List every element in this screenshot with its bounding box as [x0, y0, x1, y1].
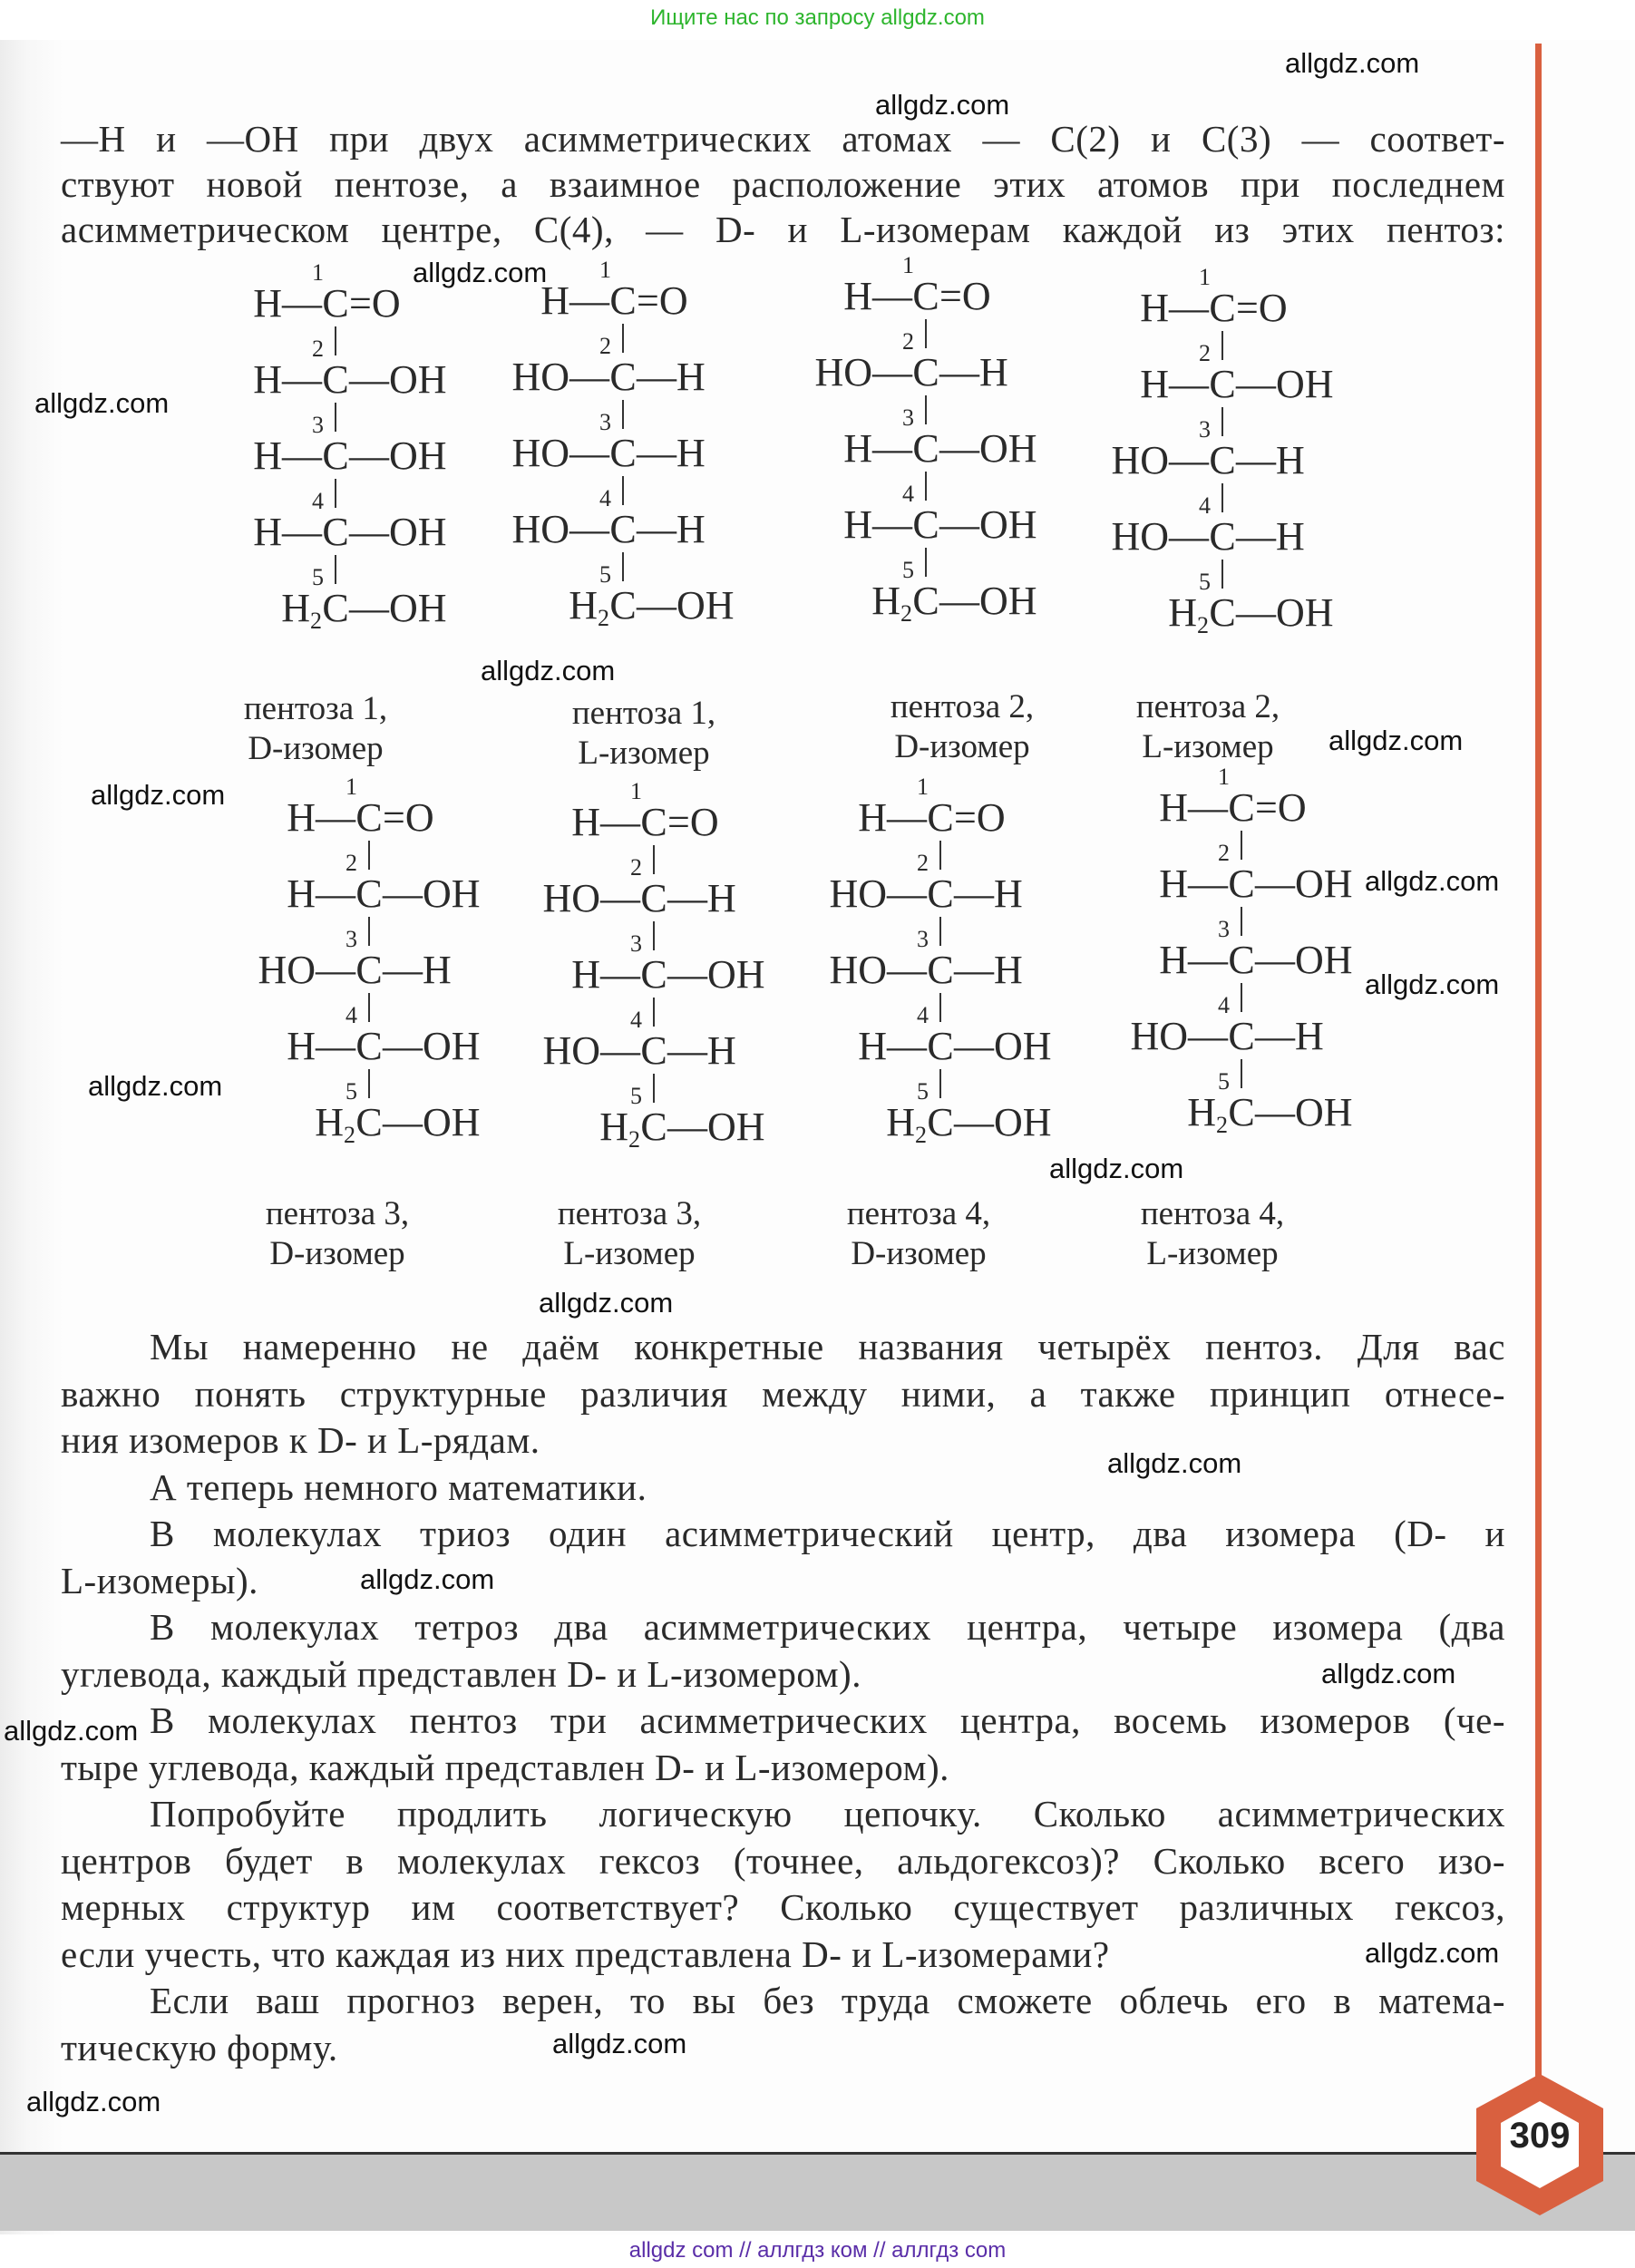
body-line: если учесть, что каждая из них представлена D- и L-изомерами? [61, 1932, 1110, 1975]
left-substituent: HO— [511, 355, 609, 399]
caption-isomer: L-изомер [563, 1235, 696, 1272]
watermark: allgdz.com [360, 1563, 495, 1595]
carbon-number: 4 [1218, 992, 1230, 1018]
caption-name: пентоза 1, [243, 690, 388, 727]
left-substituent [886, 1100, 927, 1158]
vertical-bond [335, 479, 336, 508]
left-substituent: HO— [542, 876, 640, 920]
carbon-atom: C [927, 1100, 954, 1144]
carbon-atom: C [640, 876, 667, 920]
caption-isomer: D-изомер [894, 728, 1030, 765]
watermark: allgdz.com [1285, 47, 1420, 79]
carbon-atom: C [322, 357, 349, 402]
body-line: важно понять структурные различия между ними, а также принцип отнесе- [61, 1372, 1505, 1415]
left-substituent: H— [253, 433, 322, 478]
left-substituent: H— [253, 510, 322, 554]
hydrogen-label: H [886, 1100, 915, 1144]
right-substituent: —OH [954, 1024, 1052, 1068]
vertical-bond [653, 845, 655, 874]
carbon-number: 2 [1218, 840, 1230, 866]
carbon-atom: C [609, 583, 637, 628]
carbon-number: 4 [630, 1007, 642, 1033]
watermark: allgdz.com [34, 387, 170, 419]
left-substituent: H— [287, 1024, 355, 1068]
watermark: allgdz.com [1365, 865, 1500, 897]
right-substituent: —OH [667, 952, 765, 997]
vertical-bond [1221, 407, 1223, 436]
carbon-atom: C [609, 507, 637, 551]
left-substituent: HO— [1111, 438, 1209, 482]
caption-name: пентоза 3, [265, 1195, 410, 1232]
carbon-number: 2 [599, 333, 611, 359]
right-substituent: —H [1255, 1014, 1324, 1058]
vertical-bond [653, 998, 655, 1027]
carbon-number: 2 [917, 850, 929, 876]
vertical-bond [939, 917, 941, 946]
structure-caption [826, 687, 1098, 767]
body-line: Если ваш прогноз верен, то вы без труда сможете облечь его в матема- [150, 1980, 1505, 2021]
footer-band [0, 2152, 1635, 2231]
vertical-bond [1241, 831, 1242, 860]
right-substituent: —OH [1236, 362, 1334, 406]
carbon-number: 3 [345, 926, 357, 952]
carbon-number: 4 [345, 1002, 357, 1028]
carbon-atom: C [640, 952, 667, 997]
vertical-bond [335, 326, 336, 355]
right-substituent: —H [637, 507, 706, 551]
body-line: А теперь немного математики. [150, 1465, 647, 1508]
carbon-number: 3 [1199, 416, 1211, 443]
vertical-bond [1241, 1059, 1242, 1088]
right-substituent: —H [667, 1028, 736, 1073]
hydrogen-label: H [871, 579, 900, 623]
carbon-number: 2 [630, 854, 642, 881]
left-substituent [315, 1100, 355, 1158]
body-line: тыре углевода, каждый представлен D- и L-изомером). [61, 1746, 949, 1788]
carbon-atom: C [1228, 1090, 1255, 1134]
vertical-bond [368, 993, 370, 1022]
page-margin-line [1535, 44, 1542, 2111]
right-substituent: —OH [349, 357, 447, 402]
carbon-atom: C [322, 281, 349, 326]
left-substituent [569, 583, 609, 641]
subscript-2: 2 [344, 1122, 355, 1148]
vertical-bond [939, 841, 941, 870]
carbon-number: 1 [312, 259, 324, 286]
left-substituent: H— [287, 871, 355, 916]
body-line: мерных структур им соответствует? Сколько существует различных гексоз, [61, 1886, 1505, 1928]
right-substituent: =O [1236, 286, 1288, 330]
body-line: В молекулах тетроз два асимметрических центра, четыре изомера (два [150, 1606, 1505, 1648]
carbon-number: 5 [630, 1083, 642, 1109]
carbon-number: 1 [599, 257, 611, 283]
subscript-2: 2 [598, 605, 609, 631]
caption-isomer: L-изомер [578, 735, 710, 772]
body-line: В молекулах триоз один асимметрический центр, два изомера (D- и [150, 1513, 1505, 1554]
body-line: углевода, каждый представлен D- и L-изомером). [61, 1652, 861, 1695]
carbon-number: 4 [312, 488, 324, 514]
carbon-atom: C [322, 510, 349, 554]
carbon-atom: C [1228, 785, 1255, 830]
intro-line: —H и —OH при двух асимметрических атомах — C(2) и C(3) — соответ- [61, 118, 1505, 160]
right-substituent: —H [1236, 514, 1305, 559]
hydrogen-label: H [569, 583, 598, 628]
carbon-atom: C [927, 795, 954, 840]
caption-name: пентоза 4, [846, 1195, 991, 1232]
vertical-bond [368, 917, 370, 946]
left-substituent [599, 1105, 640, 1163]
carbon-number: 5 [902, 557, 914, 583]
left-substituent: H— [571, 800, 640, 844]
left-substituent: H— [287, 795, 355, 840]
carbon-atom: C [912, 579, 939, 623]
carbon-atom: C [912, 274, 939, 318]
vertical-bond [653, 921, 655, 950]
right-substituent: —H [1236, 438, 1305, 482]
carbon-number: 4 [1199, 492, 1211, 519]
structure-caption [201, 1194, 473, 1274]
watermark: allgdz.com [4, 1715, 139, 1747]
carbon-number: 2 [345, 850, 357, 876]
body-line: центров будет в молекулах гексоз (точнее, альдогексоз)? Сколько всего изо- [61, 1839, 1505, 1882]
hydrogen-label: H [1187, 1090, 1216, 1134]
watermark: allgdz.com [1365, 969, 1500, 1000]
right-substituent: —OH [667, 1105, 765, 1149]
left-substituent: H— [858, 795, 927, 840]
watermark: allgdz.com [1328, 725, 1464, 756]
vertical-bond [925, 548, 927, 577]
right-substituent: —OH [939, 579, 1037, 623]
vertical-bond [925, 395, 927, 424]
left-substituent: HO— [829, 871, 927, 916]
left-substituent [1168, 590, 1209, 648]
subscript-2: 2 [310, 608, 322, 634]
carbon-atom: C [640, 800, 667, 844]
vertical-bond [622, 476, 624, 505]
right-substituent: —OH [954, 1100, 1052, 1144]
left-substituent: H— [1159, 938, 1228, 982]
vertical-bond [1241, 983, 1242, 1012]
subscript-2: 2 [1216, 1112, 1228, 1138]
structure-caption [1076, 1194, 1348, 1274]
carbon-atom: C [927, 948, 954, 992]
carbon-number: 3 [599, 409, 611, 435]
carbon-number: 1 [1218, 764, 1230, 790]
right-substituent: —H [954, 948, 1023, 992]
vertical-bond [925, 319, 927, 348]
vertical-bond [368, 841, 370, 870]
right-substituent: =O [954, 795, 1006, 840]
right-substituent: =O [383, 795, 434, 840]
right-substituent: =O [667, 800, 719, 844]
left-substituent: H— [571, 952, 640, 997]
watermark: allgdz.com [552, 2028, 687, 2059]
caption-name: пентоза 4, [1140, 1195, 1285, 1232]
left-substituent [871, 579, 912, 637]
carbon-number: 1 [345, 774, 357, 800]
right-substituent: —H [667, 876, 736, 920]
left-substituent: HO— [511, 507, 609, 551]
caption-isomer: D-изомер [269, 1235, 405, 1272]
carbon-atom: C [1228, 861, 1255, 906]
left-substituent: H— [1159, 785, 1228, 830]
intro-line: асимметрическом центре, C(4), — D- и L-изомерам каждой из этих пентоз: [61, 209, 1505, 250]
left-substituent: HO— [1111, 514, 1209, 559]
right-substituent: =O [1255, 785, 1307, 830]
caption-name: пентоза 3, [557, 1195, 702, 1232]
left-substituent: H— [843, 274, 912, 318]
carbon-number: 4 [917, 1002, 929, 1028]
watermark: allgdz.com [1365, 1937, 1500, 1969]
right-substituent: —OH [1236, 590, 1334, 635]
left-substituent: HO— [542, 1028, 640, 1073]
left-substituent [1187, 1090, 1228, 1148]
structure-caption [1072, 687, 1344, 767]
hydrogen-label: H [281, 586, 310, 630]
body-line: тическую форму. [61, 2026, 338, 2068]
watermark: allgdz.com [1321, 1658, 1456, 1689]
watermark: allgdz.com [26, 2086, 161, 2117]
subscript-2: 2 [900, 600, 912, 627]
carbon-number: 3 [630, 930, 642, 957]
right-substituent: —H [383, 948, 452, 992]
carbon-atom: C [927, 1024, 954, 1068]
body-line: L-изомеры). [61, 1559, 258, 1601]
carbon-atom: C [1209, 514, 1236, 559]
left-substituent: HO— [829, 948, 927, 992]
carbon-atom: C [322, 586, 349, 630]
watermark: allgdz.com [875, 89, 1010, 121]
caption-name: пентоза 1, [571, 695, 716, 732]
carbon-atom: C [1209, 438, 1236, 482]
carbon-atom: C [912, 502, 939, 547]
structure-caption [180, 689, 452, 769]
right-substituent: —H [954, 871, 1023, 916]
watermark: allgdz.com [1107, 1447, 1242, 1479]
body-line: Попробуйте продлить логическую цепочку. Сколько асимметрических [150, 1793, 1505, 1835]
carbon-atom: C [609, 278, 637, 323]
carbon-atom: C [609, 431, 637, 475]
watermark: allgdz.com [539, 1287, 674, 1319]
right-substituent: —H [637, 355, 706, 399]
left-substituent: H— [540, 278, 609, 323]
left-substituent: HO— [814, 350, 912, 394]
carbon-atom: C [1228, 938, 1255, 982]
vertical-bond [1221, 331, 1223, 360]
left-substituent: H— [1159, 861, 1228, 906]
carbon-number: 1 [917, 774, 929, 800]
carbon-atom: C [1228, 1014, 1255, 1058]
watermark: allgdz.com [88, 1070, 223, 1102]
right-substituent: —OH [349, 586, 447, 630]
promo-banner-top[interactable]: Ищите нас по запросу allgdz.com [0, 0, 1635, 40]
vertical-bond [653, 1074, 655, 1103]
watermark: allgdz.com [413, 257, 548, 288]
carbon-number: 5 [345, 1078, 357, 1105]
vertical-bond [368, 1069, 370, 1098]
carbon-number: 2 [1199, 340, 1211, 366]
body-line: ния изомеров к D- и L-рядам. [61, 1419, 540, 1461]
carbon-number: 3 [917, 926, 929, 952]
carbon-number: 5 [1199, 569, 1211, 595]
watermark: allgdz.com [1049, 1153, 1184, 1184]
carbon-atom: C [609, 355, 637, 399]
left-substituent: HO— [511, 431, 609, 475]
caption-name: пентоза 2, [890, 688, 1035, 725]
carbon-number: 3 [1218, 916, 1230, 942]
right-substituent: =O [939, 274, 991, 318]
carbon-number: 5 [1218, 1068, 1230, 1095]
carbon-number: 3 [312, 412, 324, 438]
carbon-atom: C [640, 1105, 667, 1149]
left-substituent: HO— [258, 948, 355, 992]
vertical-bond [939, 1069, 941, 1098]
structure-caption [783, 1194, 1055, 1274]
carbon-atom: C [912, 426, 939, 471]
left-substituent: H— [843, 502, 912, 547]
caption-isomer: D-изомер [851, 1235, 987, 1272]
vertical-bond [622, 552, 624, 581]
right-substituent: =O [349, 281, 401, 326]
right-substituent: —OH [939, 502, 1037, 547]
vertical-bond [1221, 483, 1223, 512]
body-line: Мы намеренно не даём конкретные названия четырёх пентоз. Для вас [150, 1326, 1505, 1368]
watermark: allgdz.com [481, 655, 616, 686]
carbon-number: 1 [902, 252, 914, 278]
subscript-2: 2 [628, 1126, 640, 1153]
carbon-number: 4 [902, 481, 914, 507]
carbon-number: 5 [917, 1078, 929, 1105]
carbon-number: 5 [312, 564, 324, 590]
carbon-atom: C [1209, 362, 1236, 406]
carbon-number: 2 [902, 328, 914, 355]
carbon-number: 5 [599, 561, 611, 588]
carbon-atom: C [355, 1024, 383, 1068]
hydrogen-label: H [315, 1100, 344, 1144]
left-substituent: H— [843, 426, 912, 471]
vertical-bond [335, 403, 336, 432]
right-substituent: —OH [1255, 1090, 1353, 1134]
carbon-number: 1 [1199, 264, 1211, 290]
right-substituent: —OH [637, 583, 735, 628]
body-line: В молекулах пентоз три асимметрических центра, восемь изомеров (че- [150, 1699, 1505, 1741]
carbon-atom: C [355, 871, 383, 916]
carbon-atom: C [322, 433, 349, 478]
left-substituent: HO— [1130, 1014, 1228, 1058]
structure-caption [493, 1194, 765, 1274]
page-number: 309 [1509, 2116, 1571, 2156]
right-substituent: —OH [1255, 938, 1353, 982]
carbon-atom: C [640, 1028, 667, 1073]
right-substituent: —OH [349, 433, 447, 478]
carbon-atom: C [355, 1100, 383, 1144]
vertical-bond [1241, 907, 1242, 936]
left-substituent: H— [253, 357, 322, 402]
left-substituent: H— [1140, 286, 1209, 330]
subscript-2: 2 [915, 1122, 927, 1148]
carbon-number: 3 [902, 404, 914, 431]
watermark: allgdz.com [91, 779, 226, 811]
left-substituent: H— [1140, 362, 1209, 406]
carbon-number: 1 [630, 778, 642, 804]
promo-banner-bottom[interactable]: allgdz com // аллгдз ком // аллгдз com [0, 2234, 1635, 2268]
vertical-bond [622, 324, 624, 353]
right-substituent: —H [939, 350, 1008, 394]
carbon-number: 4 [599, 485, 611, 511]
caption-isomer: L-изомер [1146, 1235, 1279, 1272]
left-substituent: H— [253, 281, 322, 326]
carbon-atom: C [912, 350, 939, 394]
right-substituent: —OH [349, 510, 447, 554]
right-substituent: =O [637, 278, 688, 323]
hydrogen-label: H [599, 1105, 628, 1149]
vertical-bond [622, 400, 624, 429]
structure-caption [508, 694, 780, 774]
carbon-atom: C [927, 871, 954, 916]
vertical-bond [1221, 560, 1223, 589]
vertical-bond [939, 993, 941, 1022]
carbon-atom: C [355, 948, 383, 992]
carbon-number: 2 [312, 336, 324, 362]
carbon-atom: C [355, 795, 383, 840]
vertical-bond [335, 555, 336, 584]
subscript-2: 2 [1197, 612, 1209, 638]
hydrogen-label: H [1168, 590, 1197, 635]
right-substituent: —H [637, 431, 706, 475]
caption-name: пентоза 2, [1135, 688, 1280, 725]
caption-isomer: L-изомер [1142, 728, 1274, 765]
right-substituent: —OH [383, 871, 481, 916]
intro-line: ствуют новой пентозе, а взаимное расположение этих атомов при последнем [61, 163, 1505, 205]
caption-isomer: D-изомер [248, 730, 384, 767]
left-substituent: H— [858, 1024, 927, 1068]
right-substituent: —OH [383, 1100, 481, 1144]
right-substituent: —OH [1255, 861, 1353, 906]
vertical-bond [925, 472, 927, 501]
left-substituent [281, 586, 322, 644]
carbon-atom: C [1209, 286, 1236, 330]
right-substituent: —OH [383, 1024, 481, 1068]
carbon-atom: C [1209, 590, 1236, 635]
right-substituent: —OH [939, 426, 1037, 471]
